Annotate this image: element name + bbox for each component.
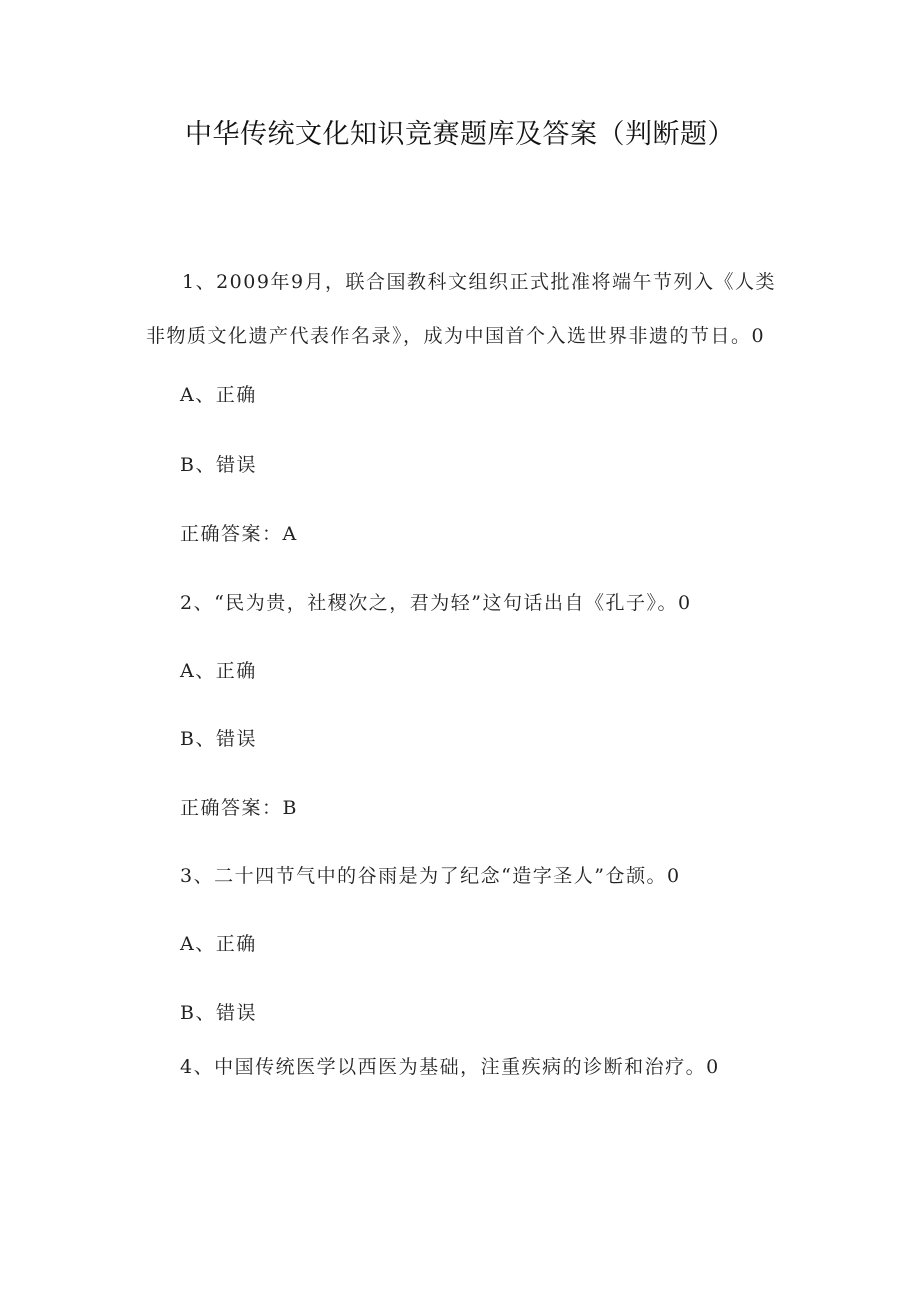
question-2-answer: 正确答案：B: [180, 797, 298, 819]
question-2-option-a: A、正确: [180, 660, 257, 682]
question-3-text: 3、二十四节气中的谷雨是为了纪念“造字圣人”仓颉。0: [180, 865, 681, 887]
question-2-text: 2、“民为贵，社稷次之，君为轻”这句话出自《孔子》。0: [180, 592, 692, 614]
question-4-text: 4、中国传统医学以西医为基础，注重疾病的诊断和治疗。0: [180, 1056, 720, 1078]
question-1-answer: 正确答案：A: [180, 523, 298, 545]
question-2-option-b: B、错误: [180, 728, 257, 750]
question-3-option-b: B、错误: [180, 1002, 257, 1024]
question-1-option-b: B、错误: [180, 454, 257, 476]
document-title: 中华传统文化知识竞赛题库及答案（判断题）: [185, 119, 735, 150]
question-1-text: 1、2009年9月，联合国教科文组织正式批准将端午节列入《人类非物质文化遗产代表作名录》，成为中国首个入选世界非遗的节日。0: [146, 271, 777, 347]
question-3-option-a: A、正确: [180, 933, 257, 955]
question-1-option-a: A、正确: [180, 384, 257, 406]
